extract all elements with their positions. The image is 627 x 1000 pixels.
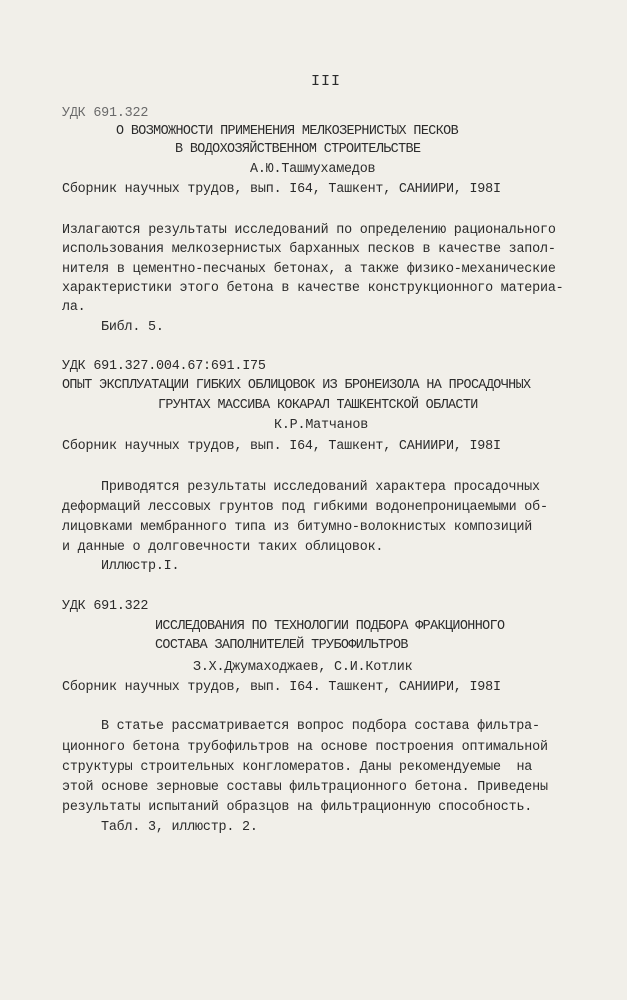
abstract-line: структуры строительных конгломератов. Даны рекомендуемые на <box>62 760 533 775</box>
entry-title-line: ГРУНТАХ МАССИВА КОКАРАЛ ТАШКЕНТСКОЙ ОБЛАСТИ <box>158 398 478 413</box>
entry-title-line: ОПЫТ ЭКСПЛУАТАЦИИ ГИБКИХ ОБЛИЦОВОК ИЗ БРОНЕИЗОЛА НА ПРОСАДОЧНЫХ <box>62 378 531 393</box>
entry-title-line: ИССЛЕДОВАНИЯ ПО ТЕХНОЛОГИИ ПОДБОРА ФРАКЦИОННОГО <box>155 619 505 634</box>
abstract-line: деформаций лессовых грунтов под гибкими водонепроницаемыми об- <box>62 500 548 515</box>
entry-title-line: В ВОДОХОЗЯЙСТВЕННОМ СТРОИТЕЛЬСТВЕ <box>175 142 421 157</box>
abstract-line: Приводятся результаты исследований характера просадочных <box>101 480 540 495</box>
abstract-line: ционного бетона трубофильтров на основе построения оптимальной <box>62 740 548 755</box>
abstract-line: ла. <box>62 300 86 315</box>
abstract-line: лицовками мембранного типа из битумно-волокнистых композиций <box>62 520 533 535</box>
page-number: III <box>311 73 342 90</box>
abstract-line: нителя в цементно-песчаных бетонах, а также физико-механические <box>62 262 556 277</box>
entry-authors: К.Р.Матчанов <box>274 418 369 433</box>
entry-source: Сборник научных трудов, вып. I64. Ташкент, САНИИРИ, I98I <box>62 680 501 695</box>
entry-refs: Библ. 5. <box>101 320 164 335</box>
abstract-line: результаты испытаний образцов на фильтрационную способность. <box>62 800 533 815</box>
abstract-line: и данные о долговечности таких облицовок. <box>62 540 384 555</box>
abstract-line: Излагаются результаты исследований по определению рационального <box>62 223 556 238</box>
abstract-line: характеристики этого бетона в качестве конструкционного материа- <box>62 281 564 296</box>
udk-code: УДК 691.322 <box>62 106 149 121</box>
udk-code: УДК 691.322 <box>62 599 149 614</box>
abstract-line: этой основе зерновые составы фильтрационного бетона. Приведены <box>62 780 548 795</box>
entry-title-line: СОСТАВА ЗАПОЛНИТЕЛЕЙ ТРУБОФИЛЬТРОВ <box>155 638 408 653</box>
udk-code: УДК 691.327.004.67:691.I75 <box>62 359 266 374</box>
entry-source: Сборник научных трудов, вып. I64, Ташкент, САНИИРИ, I98I <box>62 182 501 197</box>
entry-refs: Табл. 3, иллюстр. 2. <box>101 820 258 835</box>
entry-title-line: О ВОЗМОЖНОСТИ ПРИМЕНЕНИЯ МЕЛКОЗЕРНИСТЫХ ПЕСКОВ <box>116 124 459 139</box>
entry-refs: Иллюстр.I. <box>101 559 180 574</box>
entry-source: Сборник научных трудов, вып. I64, Ташкент, САНИИРИ, I98I <box>62 439 501 454</box>
entry-authors: З.Х.Джумаходжаев, С.И.Котлик <box>193 660 413 675</box>
abstract-line: В статье рассматривается вопрос подбора состава фильтра- <box>101 719 540 734</box>
abstract-line: использования мелкозернистых барханных песков в качестве запол- <box>62 242 556 257</box>
entry-authors: А.Ю.Ташмухамедов <box>250 162 376 177</box>
